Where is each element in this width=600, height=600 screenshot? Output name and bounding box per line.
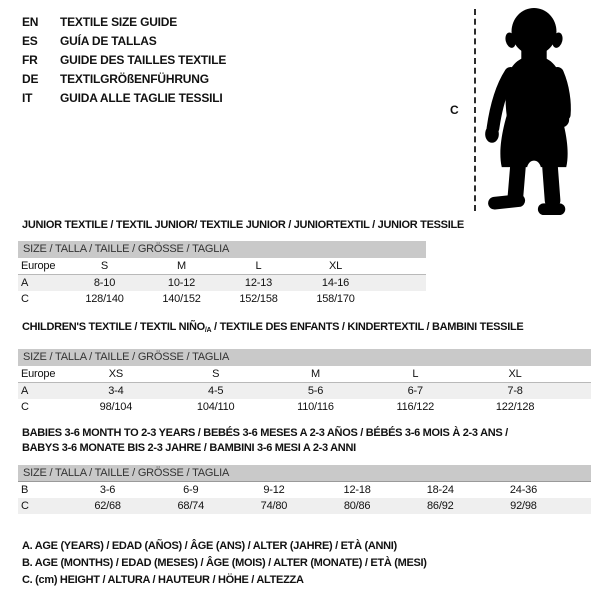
table-row xyxy=(18,366,591,383)
age-cell: 12-13 xyxy=(244,277,273,289)
measure-legend xyxy=(22,538,427,589)
table-row xyxy=(18,482,591,498)
height-cell: 104/110 xyxy=(196,401,235,413)
toddler-silhouette-icon xyxy=(484,7,584,217)
age-cell: 9-12 xyxy=(263,484,285,496)
size-cell: L xyxy=(412,368,419,380)
height-cell: 158/170 xyxy=(316,293,355,305)
size-cell: XL xyxy=(508,368,522,380)
legend-age-months: B. AGE (MONTHS) / EDAD (MESES) / ÂGE (MOIS) / ALTER (MONATE) / ETÀ (MESI) xyxy=(22,557,427,569)
lang-code: EN xyxy=(22,14,39,29)
size-cell: L xyxy=(255,260,262,272)
title-line-1: BABIES 3-6 MONTH TO 2-3 YEARS / BEBÉS 3-6 MESES A 2-3 AÑOS / BÉBÉS 3-6 MOIS À 2-3 ANS / xyxy=(22,427,508,439)
children-table-title xyxy=(22,320,523,338)
age-cell: 3-6 xyxy=(99,484,116,496)
lang-row-fr xyxy=(22,50,226,69)
lang-row-es xyxy=(22,31,226,50)
title-line-2: BABYS 3-6 MONATE BIS 2-3 JAHRE / BAMBINI 3-6 MESI A 2-3 ANNI xyxy=(22,442,356,454)
table-row xyxy=(18,258,426,275)
table-row xyxy=(18,498,591,514)
height-measure-label: C xyxy=(450,103,459,117)
age-cell: 6-7 xyxy=(407,385,423,397)
lang-row-de xyxy=(22,69,226,88)
age-cell: 24-36 xyxy=(509,484,538,496)
lang-title: GUIDE DES TAILLES TEXTILE xyxy=(60,52,227,67)
age-cell: 14-16 xyxy=(321,277,350,289)
height-cell: 122/128 xyxy=(495,401,535,413)
size-cell: M xyxy=(311,368,320,380)
height-cell: 68/74 xyxy=(177,500,205,512)
lang-title: GUIDA ALLE TAGLIE TESSILI xyxy=(60,90,223,105)
spacer xyxy=(565,383,591,399)
babies-table-title xyxy=(22,426,508,456)
age-cell: 4-5 xyxy=(208,385,224,397)
table-row xyxy=(18,275,426,291)
language-header xyxy=(22,12,226,107)
size-cell: XS xyxy=(108,368,124,380)
legend-age-years: A. AGE (YEARS) / EDAD (AÑOS) / ÂGE (ANS) / ALTER (JAHRE) / ETÀ (ANNI) xyxy=(22,540,397,552)
row-label: C xyxy=(21,401,29,413)
age-cell: 18-24 xyxy=(426,484,454,496)
legend-height-cm: C. (cm) HEIGHT / ALTURA / HAUTEUR / HÖHE / ALTEZZA xyxy=(22,574,304,586)
title-text: CHILDREN'S TEXTILE / TEXTIL NIÑO xyxy=(22,321,205,333)
lang-code: IT xyxy=(22,90,33,105)
age-cell: 5-6 xyxy=(307,385,324,397)
height-cell: 128/140 xyxy=(85,293,124,305)
height-cell: 110/116 xyxy=(297,401,334,413)
title-text: / TEXTILE DES ENFANTS / KINDERTEXTIL / BAMBINI TESSILE xyxy=(211,321,524,333)
lang-code: DE xyxy=(22,71,39,86)
spacer xyxy=(565,366,591,382)
age-cell: 10-12 xyxy=(167,277,196,289)
row-label: Europe xyxy=(21,260,56,272)
size-cell: S xyxy=(212,368,220,380)
row-label: A xyxy=(21,277,29,289)
row-label: C xyxy=(21,500,29,512)
row-label: C xyxy=(21,293,29,305)
children-size-table xyxy=(18,349,591,415)
size-cell: S xyxy=(100,260,109,272)
spacer xyxy=(374,291,426,307)
height-cell: 74/80 xyxy=(260,500,288,512)
spacer xyxy=(565,482,591,498)
height-cell: 98/104 xyxy=(99,401,133,413)
spacer xyxy=(565,498,591,514)
height-measure-figure xyxy=(448,5,588,217)
spacer xyxy=(374,258,426,274)
height-cell: 86/92 xyxy=(427,500,454,512)
lang-code: FR xyxy=(22,52,38,67)
height-dashed-line xyxy=(474,9,476,211)
lang-title: TEXTILE SIZE GUIDE xyxy=(60,14,178,29)
title-subscript: /A xyxy=(204,327,212,334)
height-cell: 62/68 xyxy=(94,500,121,512)
height-cell: 80/86 xyxy=(343,500,371,512)
lang-title: TEXTILGRÖßENFÜHRUNG xyxy=(60,71,209,86)
spacer xyxy=(565,399,591,415)
size-header-band: SIZE / TALLA / TAILLE / GRÖSSE / TAGLIA xyxy=(18,241,426,258)
row-label: A xyxy=(21,385,29,397)
table-row xyxy=(18,291,426,307)
age-cell: 8-10 xyxy=(93,277,116,289)
age-cell: 12-18 xyxy=(343,484,371,496)
age-cell: 7-8 xyxy=(507,385,523,397)
age-cell: 6-9 xyxy=(183,484,199,496)
babies-size-table xyxy=(18,465,591,514)
lang-row-it xyxy=(22,88,226,107)
height-cell: 152/158 xyxy=(239,293,278,305)
row-label: Europe xyxy=(21,368,56,380)
age-cell: 3-4 xyxy=(108,385,124,397)
table-row xyxy=(18,383,591,399)
lang-title: GUÍA DE TALLAS xyxy=(60,33,157,48)
height-cell: 92/98 xyxy=(510,500,537,512)
height-cell: 116/122 xyxy=(396,401,435,413)
table-row xyxy=(18,399,591,415)
size-header-band: SIZE / TALLA / TAILLE / GRÖSSE / TAGLIA xyxy=(18,465,591,482)
size-cell: XL xyxy=(328,260,343,272)
junior-table-title: JUNIOR TEXTILE / TEXTIL JUNIOR/ TEXTILE JUNIOR / JUNIORTEXTIL / JUNIOR TESSILE xyxy=(22,219,464,231)
row-label: B xyxy=(21,484,29,496)
height-cell: 140/152 xyxy=(162,293,201,305)
lang-code: ES xyxy=(22,33,38,48)
size-cell: M xyxy=(177,260,186,272)
lang-row-en xyxy=(22,12,226,31)
junior-size-table xyxy=(18,241,426,307)
size-header-band: SIZE / TALLA / TAILLE / GRÖSSE / TAGLIA xyxy=(18,349,591,366)
spacer xyxy=(374,275,426,291)
